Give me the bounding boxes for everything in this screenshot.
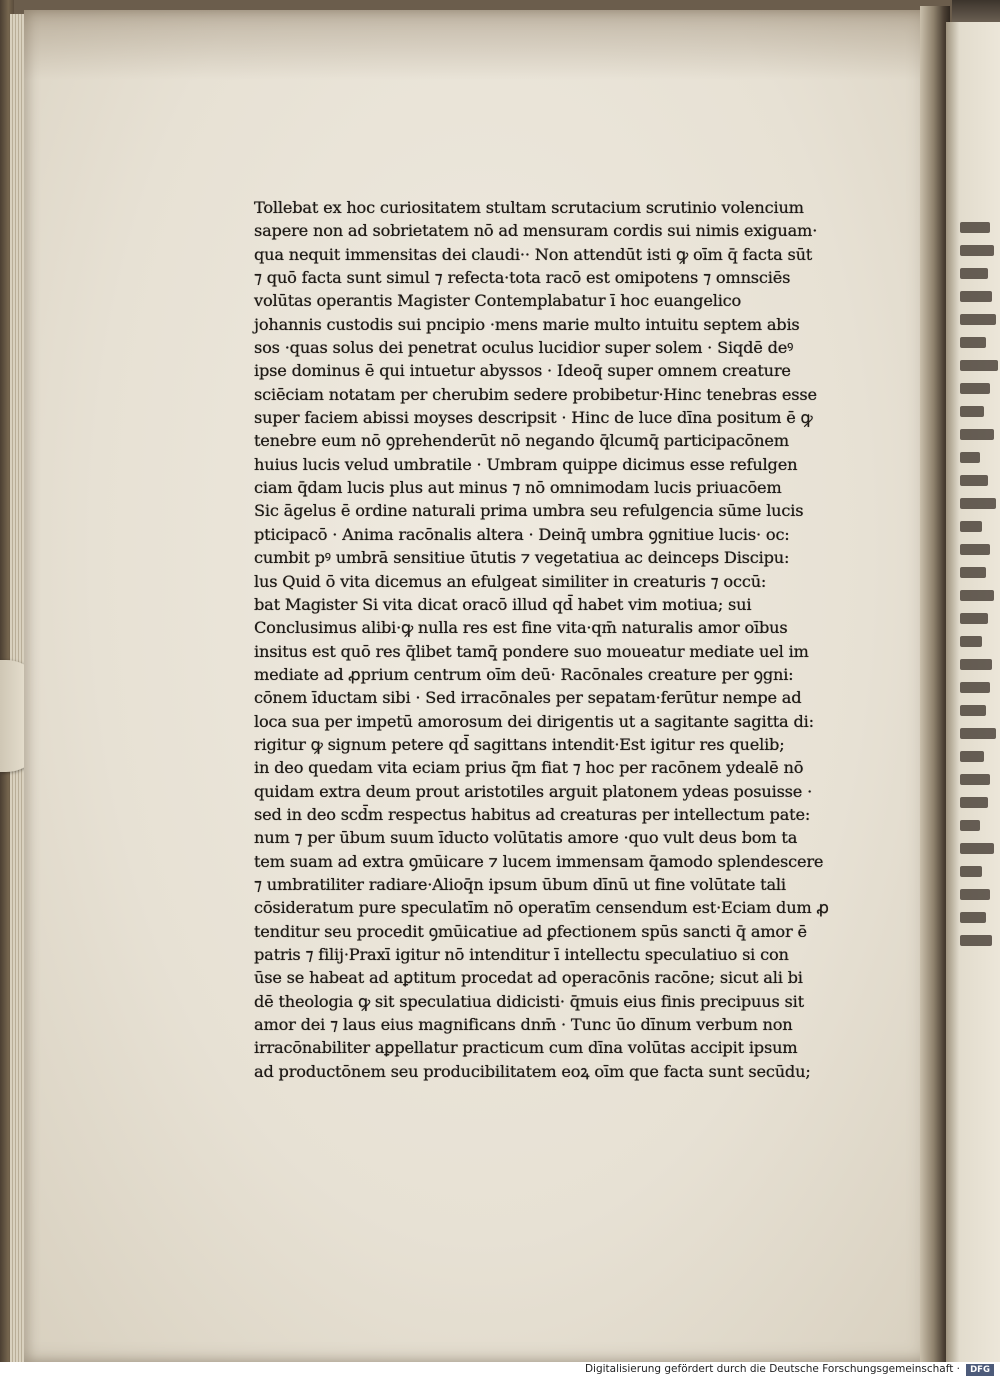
text-line: patris ⁊ filij·Praxī igitur nō intenditur ī intellectu speculatiuo si con: [254, 945, 789, 964]
text-line: ipse dominus ē qui intuetur abyssos · Ideoq̄ super omnem creature: [254, 361, 791, 381]
book-clasp: [952, 0, 1000, 24]
facing-page-text-fragment: [960, 383, 990, 394]
facing-page-text-fragment: [960, 429, 994, 440]
facing-page-text-fragment: [960, 498, 996, 509]
footer-credit: Digitalisierung gefördert durch die Deutsche Forschungsgemeinschaft ·: [584, 1363, 960, 1375]
text-line: quidam extra deum prout aristotiles arguit platonem ydeas posuisse ·: [254, 781, 813, 801]
facing-page-text-fragment: [960, 797, 988, 808]
text-line: sed in deo scd̄m respectus habitus ad creaturas per intellectum pate:: [254, 804, 811, 824]
text-line: sos ·quas solus dei penetrat oculus lucidior super solem · Siqdē deꝰ: [254, 338, 794, 358]
facing-page-text-fragment: [960, 590, 994, 601]
facing-page-text-fragment: [960, 567, 986, 578]
text-line: ⁊ umbratiliter radiare·Alioq̄n ipsum ūbum dīnū ut fine volūtate tali: [254, 874, 786, 894]
text-line: cōsideratum pure speculatīm nō operatīm censendum est·Eciam dum ꝓ: [254, 898, 829, 918]
text-line: cōnem īductam sibi · Sed irracōnales per sepatam·ferūtur nempe ad: [254, 688, 802, 708]
facing-page-text-fragment: [960, 889, 990, 900]
text-line: volūtas operantis Magister Contemplabatur ī hoc euangelico: [254, 291, 742, 311]
facing-page-edge: [946, 22, 1000, 1362]
facing-page-text-fragment: [960, 521, 982, 532]
text-line: pticipacō · Anima racōnalis altera · Deinq̄ umbra ꝯgnitiue lucis· oc:: [254, 524, 790, 544]
text-line: ūse se habeat ad aꝑtitum procedat ad operacōnis racōne; sicut ali bi: [254, 968, 803, 988]
text-line: Tollebat ex hoc curiositatem stultam scrutacium scrutinio volencium: [254, 198, 804, 217]
facing-page-text-fragment: [960, 774, 990, 785]
facing-page-text-fragment: [960, 728, 996, 739]
text-line: cumbit pꝰ umbrā sensitiue ūtutis ⁊ vegetatiua ac deinceps Discipu:: [254, 548, 790, 568]
text-line: insitus est quō res q̄libet tamq̄ pondere suo moueatur mediate uel im: [254, 641, 809, 661]
facing-page-text-fragment: [960, 659, 992, 670]
facing-page-text-fragment: [960, 705, 986, 716]
text-line: huius lucis velud umbratile · Umbram quippe dicimus esse refulgen: [254, 454, 798, 474]
facing-page-text-fragment: [960, 636, 982, 647]
facing-page-text-fragment: [960, 245, 994, 256]
facing-page-text-fragment: [960, 406, 984, 417]
text-line: tenditur seu procedit ꝯmūicatiue ad ꝑfectionem spūs sancti q̄ amor ē: [254, 921, 807, 941]
text-line: irracōnabiliter aꝑpellatur practicum cum dīna volūtas accipit ipsum: [254, 1038, 798, 1058]
facing-page-text-fragment: [960, 751, 984, 762]
facing-page-text-fragment: [960, 360, 998, 371]
facing-page-text-fragment: [960, 613, 988, 624]
facing-page-text-fragment: [960, 866, 982, 877]
text-line: in deo quedam vita eciam prius q̄m fiat ⁊ hoc per racōnem ydealē nō: [254, 758, 804, 778]
facing-page-text-fragment: [960, 475, 988, 486]
text-line: super faciem abissi moyses descripsit · Hinc de luce dīna positum ē ꝙ: [254, 408, 813, 428]
facing-page-text-fragment: [960, 912, 986, 923]
facing-page-text-fragment: [960, 222, 990, 233]
facing-page-text-fragment: [960, 935, 992, 946]
text-line: ⁊ quō facta sunt simul ⁊ refecta·tota racō est omipotens ⁊ omnsciēs: [254, 268, 791, 288]
facing-page-text-fragment: [960, 337, 986, 348]
text-line: lus Quid ō vita dicemus an efulgeat similiter in creaturis ⁊ occū:: [254, 571, 767, 591]
text-line: rigitur ꝙ signum petere qd̄ sagittans intendit·Est igitur res quelib;: [254, 734, 785, 754]
facing-page-text-fragment: [960, 682, 990, 693]
facing-page-text-fragment: [960, 544, 990, 555]
text-block: [254, 196, 854, 1083]
text-line: amor dei ⁊ laus eius magnificans dnm̄ · Tunc ūo dīnum verbum non: [254, 1015, 793, 1035]
text-line: qua nequit immensitas dei claudi·· Non attendūt isti ꝙ oīm q̄ facta sūt: [254, 244, 813, 264]
text-line: dē theologia ꝙ sit speculatiua didicisti· q̄muis eius finis precipuus sit: [254, 991, 804, 1011]
footer-bar: [0, 1362, 1000, 1379]
facing-page-text-fragment: [960, 452, 980, 463]
text-line: sapere non ad sobrietatem nō ad mensuram cordis sui nimis exiguam·: [254, 221, 818, 241]
text-line: sciēciam notatam per cherubim sedere probibetur·Hinc tenebras esse: [254, 384, 817, 404]
text-line: loca sua per impetū amorosum dei dirigentis ut a sagitante sagitta di:: [254, 711, 814, 731]
text-line: Sic āgelus ē ordine naturali prima umbra seu refulgencia sūme lucis: [254, 501, 804, 521]
text-line: ciam q̄dam lucis plus aut minus ⁊ nō omnimodam lucis priuacōem: [254, 478, 782, 498]
text-line: tem suam ad extra ꝯmūicare ⁊ lucem immensam q̄amodo splendescere: [254, 851, 824, 871]
text-line: num ⁊ per ūbum suum īducto volūtatis amore ·quo vult deus bom ta: [254, 828, 798, 848]
text-line: bat Magister Si vita dicat oracō illud qd̄ habet vim motiua; sui: [254, 594, 752, 614]
text-line: johannis custodis sui pncipio ·mens marie multo intuitu septem abis: [254, 314, 800, 334]
text-line: tenebre eum nō ꝯprehenderūt nō negando q̄lcumq̄ participacōnem: [254, 431, 789, 451]
facing-page-text-fragment: [960, 843, 994, 854]
text-line: ad productōnem seu producibilitatem eoꝝ oīm que facta sunt secūdu;: [254, 1061, 811, 1081]
text-line: mediate ad ꝓprium centrum oīm deū· Racōnales creature per ꝯgni:: [254, 664, 794, 684]
facing-page-text-fragment: [960, 268, 988, 279]
text-line: Conclusimus alibi·ꝙ nulla res est fine vita·qm̄ naturalis amor oībus: [254, 618, 788, 638]
facing-page-text-fragment: [960, 820, 980, 831]
facing-page-text-fragment: [960, 314, 996, 325]
facing-page-text-fragment: [960, 291, 992, 302]
dfg-logo: DFG: [966, 1364, 994, 1376]
